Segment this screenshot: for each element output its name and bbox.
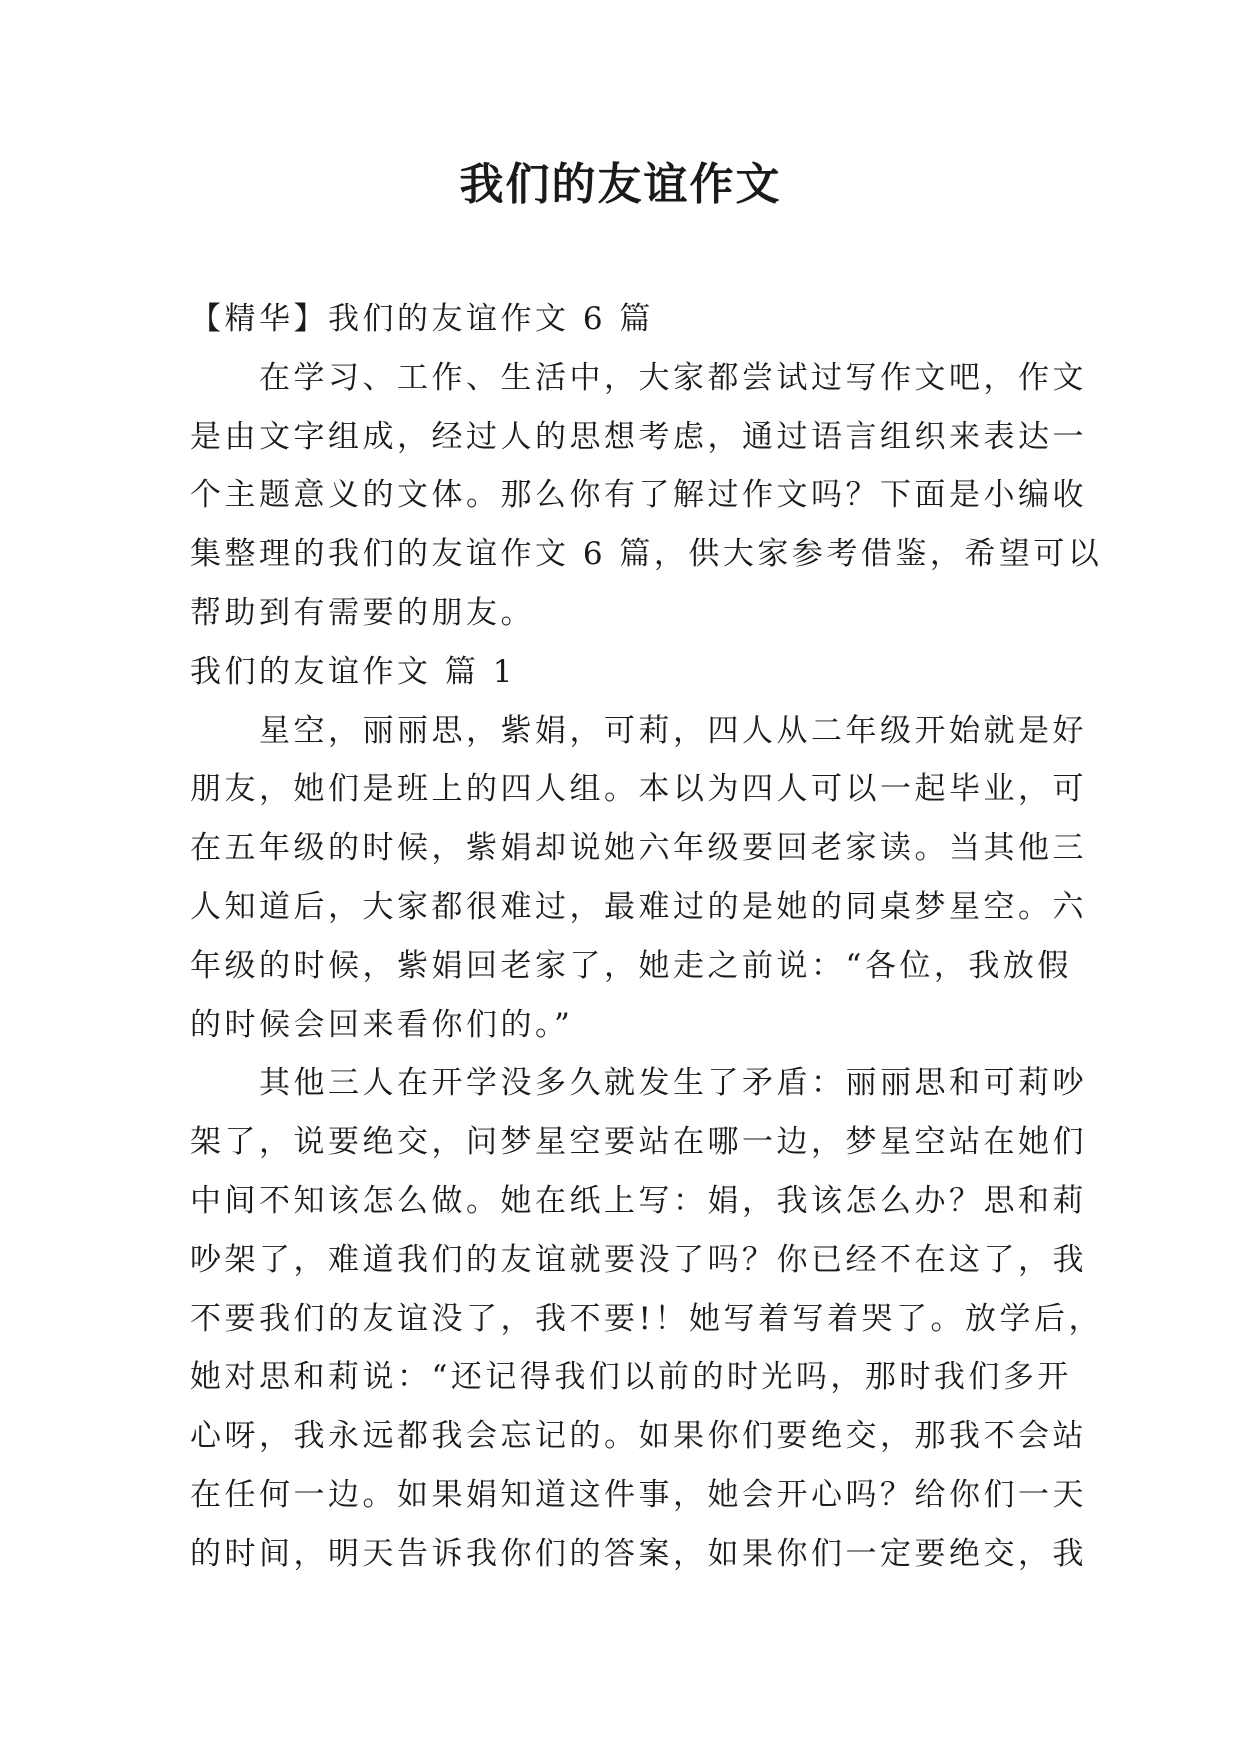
text-line: 心呀，我永远都我会忘记的。如果你们要绝交，那我不会站 [190, 1418, 1087, 1455]
text-line: 的时候会回来看你们的。” [190, 1006, 574, 1043]
text-line: 【精华】我们的友谊作文 6 篇 [190, 301, 654, 337]
text-line: 朋友，她们是班上的四人组。本以为四人可以一起毕业，可 [190, 771, 1087, 808]
text-line: 年级的时候，紫娟回老家了，她走之前说：“各位，我放假 [190, 947, 1072, 984]
text-line: 架了，说要绝交，问梦星空要站在哪一边，梦星空站在她们 [190, 1124, 1087, 1161]
text-line: 的时间，明天告诉我你们的答案，如果你们一定要绝交，我 [190, 1535, 1087, 1572]
text-line: 在学习、工作、生活中，大家都尝试过写作文吧，作文 [190, 359, 1087, 396]
text-line: 中间不知该怎么做。她在纸上写：娟，我该怎么办？思和莉 [190, 1182, 1087, 1219]
text-line: 是由文字组成，经过人的思想考虑，通过语言组织来表达一 [190, 418, 1087, 455]
text-line: 在五年级的时候，紫娟却说她六年级要回老家读。当其他三 [190, 830, 1087, 867]
document-title: 我们的友谊作文 [459, 159, 782, 210]
text-line: 集整理的我们的友谊作文 6 篇，供大家参考借鉴，希望可以 [190, 536, 1103, 573]
text-line: 人知道后，大家都很难过，最难过的是她的同桌梦星空。六 [190, 888, 1087, 925]
text-line: 个主题意义的文体。那么你有了解过作文吗？下面是小编收 [190, 477, 1087, 514]
document-body [190, 290, 1103, 1584]
text-line: 她对思和莉说：“还记得我们以前的时光吗，那时我们多开 [190, 1359, 1072, 1396]
text-line: 不要我们的友谊没了，我不要!！她写着写着哭了。放学后， [190, 1300, 1103, 1337]
section-heading: 我们的友谊作文 篇 1 [190, 653, 516, 690]
text-line: 其他三人在开学没多久就发生了矛盾：丽丽思和可莉吵 [190, 1065, 1087, 1102]
text-line: 吵架了，难道我们的友谊就要没了吗？你已经不在这了，我 [190, 1241, 1087, 1278]
text-line: 帮助到有需要的朋友。 [190, 594, 535, 631]
text-line: 星空，丽丽思，紫娟，可莉，四人从二年级开始就是好 [190, 712, 1087, 749]
text-line: 在任何一边。如果娟知道这件事，她会开心吗？给你们一天 [190, 1476, 1087, 1513]
